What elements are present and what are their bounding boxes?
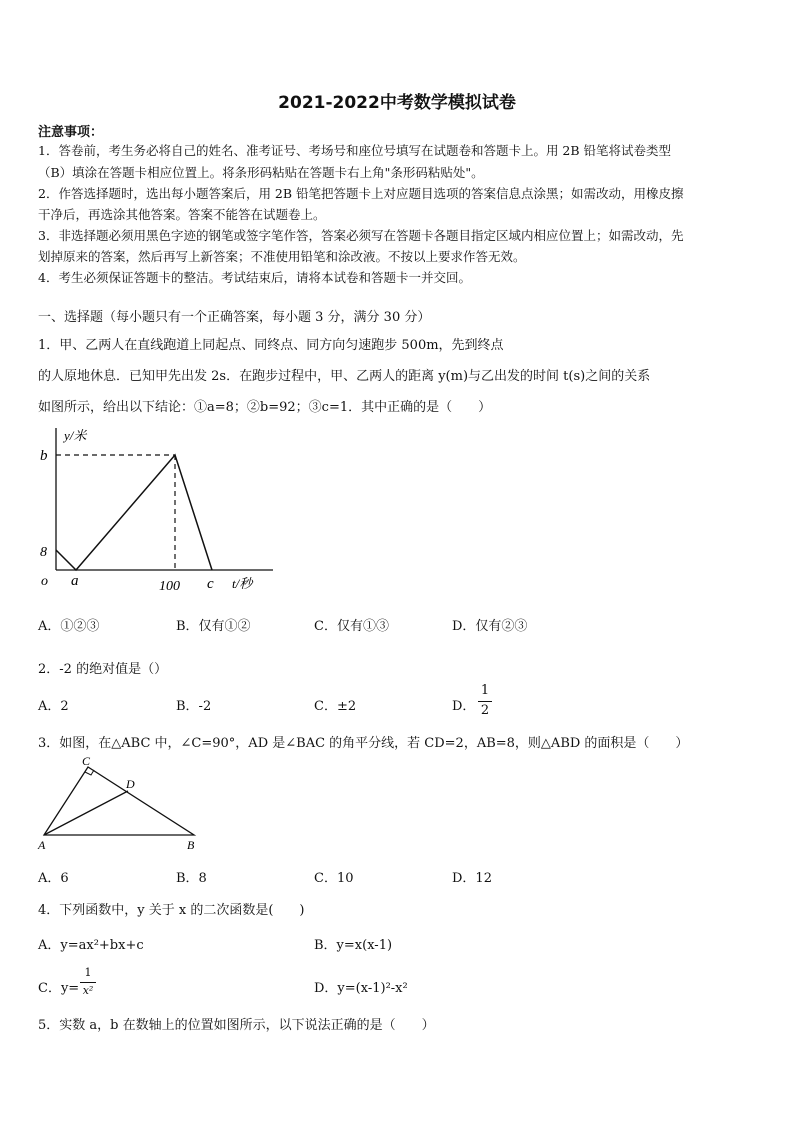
q1-option-b: B．仅有①② bbox=[176, 619, 251, 634]
graph-label-b: b bbox=[40, 448, 48, 464]
label-a: A bbox=[38, 838, 46, 852]
q1-option-d: D．仅有②③ bbox=[452, 619, 528, 634]
section-heading: 一、选择题（每小题只有一个正确答案，每小题 3 分，满分 30 分） bbox=[38, 310, 431, 325]
q5-stem: 5．实数 a，b 在数轴上的位置如图所示，以下说法正确的是（ ） bbox=[38, 1018, 435, 1033]
bisector-ad bbox=[44, 791, 128, 835]
notice-line: 4．考生必须保证答题卡的整洁。考试结束后，请将本试卷和答题卡一并交回。 bbox=[38, 270, 471, 285]
notice-line: 3．非选择题必须用黑色字迹的钢笔或签字笔作答，答案必须写在答题卡各题目指定区域内相应位置上；如需改动，先 bbox=[38, 228, 684, 243]
q4-option-c: C．y= bbox=[38, 981, 80, 996]
q4-option-a: A．y=ax²+bx+c bbox=[38, 938, 144, 953]
notice-line: 划掉原来的答案，然后再写上新答案；不准使用铅笔和涂改液。不按以上要求作答无效。 bbox=[38, 249, 526, 264]
q3-option-a: A．6 bbox=[38, 871, 69, 886]
label-b: B bbox=[187, 838, 195, 852]
q1-option-a: A．①②③ bbox=[38, 619, 100, 634]
q2-stem: 2．-2 的绝对值是（） bbox=[38, 662, 168, 677]
q4-stem: 4．下列函数中，y 关于 x 的二次函数是( ) bbox=[38, 903, 305, 918]
graph-label-100: 100 bbox=[159, 579, 180, 594]
graph-label-origin: o bbox=[41, 574, 48, 589]
fraction-bar bbox=[478, 701, 492, 702]
graph-ylabel: y/米 bbox=[64, 428, 87, 443]
q1-stem-line: 的人原地休息．已知甲先出发 2s．在跑步过程中，甲、乙两人的距离 y(m)与乙出发的时间 t(s)之间的关系 bbox=[38, 369, 651, 384]
page-title: 2021-2022中考数学模拟试卷 bbox=[278, 93, 516, 113]
q3-option-b: B．8 bbox=[176, 871, 207, 886]
notice-line: 1．答卷前，考生务必将自己的姓名、准考证号、考场号和座位号填写在试题卷和答题卡上。用 2B 铅笔将试卷类型 bbox=[38, 143, 672, 158]
label-d: D bbox=[126, 777, 135, 791]
notice-line: 干净后，再选涂其他答案。答案不能答在试题卷上。 bbox=[38, 207, 326, 222]
q4-fraction-denominator: x² bbox=[82, 984, 94, 997]
q2-option-b: B．-2 bbox=[176, 699, 212, 714]
q1-graph bbox=[28, 420, 278, 600]
q2-option-d: D． bbox=[452, 699, 476, 714]
notice-line: （B）填涂在答题卡相应位置上。将条形码粘贴在答题卡右上角"条形码粘贴处"。 bbox=[38, 165, 484, 180]
q4-fraction-numerator: 1 bbox=[84, 966, 92, 979]
graph-label-8: 8 bbox=[40, 545, 47, 560]
q3-triangle-diagram bbox=[30, 755, 210, 855]
notice-heading: 注意事项： bbox=[38, 125, 104, 140]
distance-curve bbox=[56, 455, 212, 570]
q3-option-d: D．12 bbox=[452, 871, 492, 886]
q4-option-d: D．y=(x-1)²-x² bbox=[314, 981, 408, 996]
fraction-bar bbox=[80, 982, 96, 983]
triangle-abc bbox=[44, 767, 194, 835]
q1-option-c: C．仅有①③ bbox=[314, 619, 389, 634]
q3-stem: 3．如图，在△ABC 中，∠C=90°，AD 是∠BAC 的角平分线，若 CD=2，AB=8，则△ABD 的面积是（ ） bbox=[38, 736, 689, 751]
q1-stem-line: 如图所示，给出以下结论：①a=8；②b=92；③c=1．其中正确的是（ ） bbox=[38, 400, 492, 415]
graph-label-c: c bbox=[207, 576, 214, 592]
q4-option-b: B．y=x(x-1) bbox=[314, 938, 393, 953]
q1-stem-line: 1．甲、乙两人在直线跑道上同起点、同终点、同方向匀速跑步 500m，先到终点 bbox=[38, 338, 504, 353]
notice-line: 2．作答选择题时，选出每小题答案后，用 2B 铅笔把答题卡上对应题目选项的答案信息点涂黑；如需改动，用橡皮擦 bbox=[38, 186, 684, 201]
label-c: C bbox=[82, 755, 91, 768]
q3-option-c: C．10 bbox=[314, 871, 354, 886]
q2-option-c: C．±2 bbox=[314, 699, 357, 714]
q2-fraction-denominator: 2 bbox=[480, 703, 490, 718]
q2-fraction-numerator: 1 bbox=[480, 683, 490, 698]
q2-option-a: A．2 bbox=[38, 699, 69, 714]
graph-label-a: a bbox=[71, 573, 79, 589]
graph-xlabel: t/秒 bbox=[232, 576, 253, 591]
